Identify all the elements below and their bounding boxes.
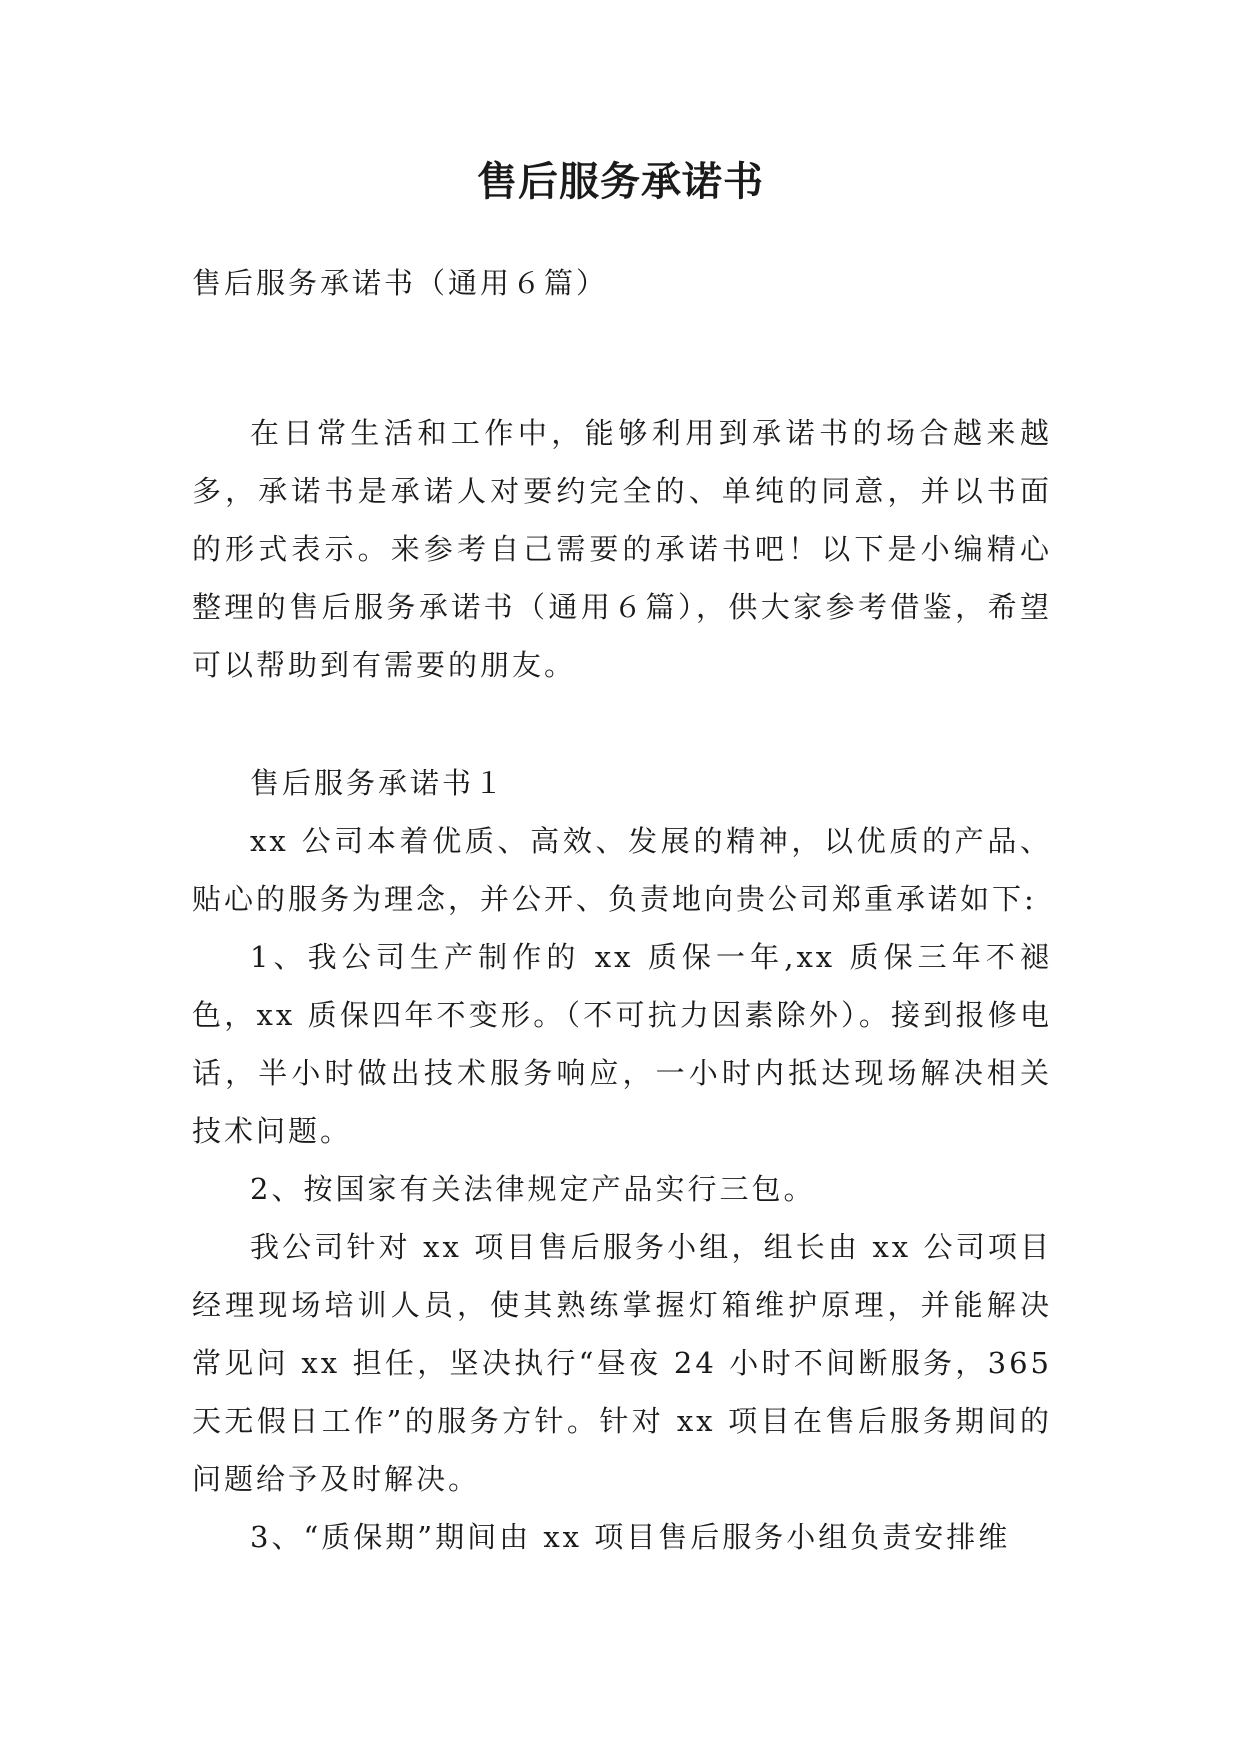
section-1-heading: 售后服务承诺书１ <box>250 766 507 800</box>
section-1-paragraph: 我公司针对 xx 项目售后服务小组，组长由 xx 公司项目经理现场培训人员，使其熟练掌握灯箱维护原理，并能解决常见问 xx 担任，坚决执行“昼夜 24 小时不间断服务，365 天无假日工作”的服务方针。针对 xx 项目在售后服务期间的问题给予及时解决。 <box>192 1230 1052 1496</box>
section-1-paragraph: 3、“质保期”期间由 xx 项目售后服务小组负责安排维 <box>250 1520 1011 1554</box>
section-1-paragraph: 1、我公司生产制作的 xx 质保一年,xx 质保三年不褪色，xx 质保四年不变形。（不可抗力因素除外）。接到报修电话，半小时做出技术服务响应，一小时内抵达现场解决相关技术问题。 <box>192 940 1052 1148</box>
section-1-paragraph: xx 公司本着优质、高效、发展的精神，以优质的产品、贴心的服务为理念，并公开、负责地向贵公司郑重承诺如下: <box>192 824 1052 916</box>
section-1 <box>192 754 1052 1566</box>
section-1-paragraph: 2、按国家有关法律规定产品实行三包。 <box>250 1172 816 1206</box>
intro-section <box>192 404 1052 694</box>
intro-paragraph: 在日常生活和工作中，能够利用到承诺书的场合越来越多，承诺书是承诺人对要约完全的、单纯的同意，并以书面的形式表示。来参考自己需要的承诺书吧！以下是小编精心整理的售后服务承诺书（通用６篇），供大家参考借鉴，希望可以帮助到有需要的朋友。 <box>192 416 1052 682</box>
document-title: 售后服务承诺书 <box>477 158 764 205</box>
document-subtitle: 售后服务承诺书（通用６篇） <box>192 266 609 300</box>
